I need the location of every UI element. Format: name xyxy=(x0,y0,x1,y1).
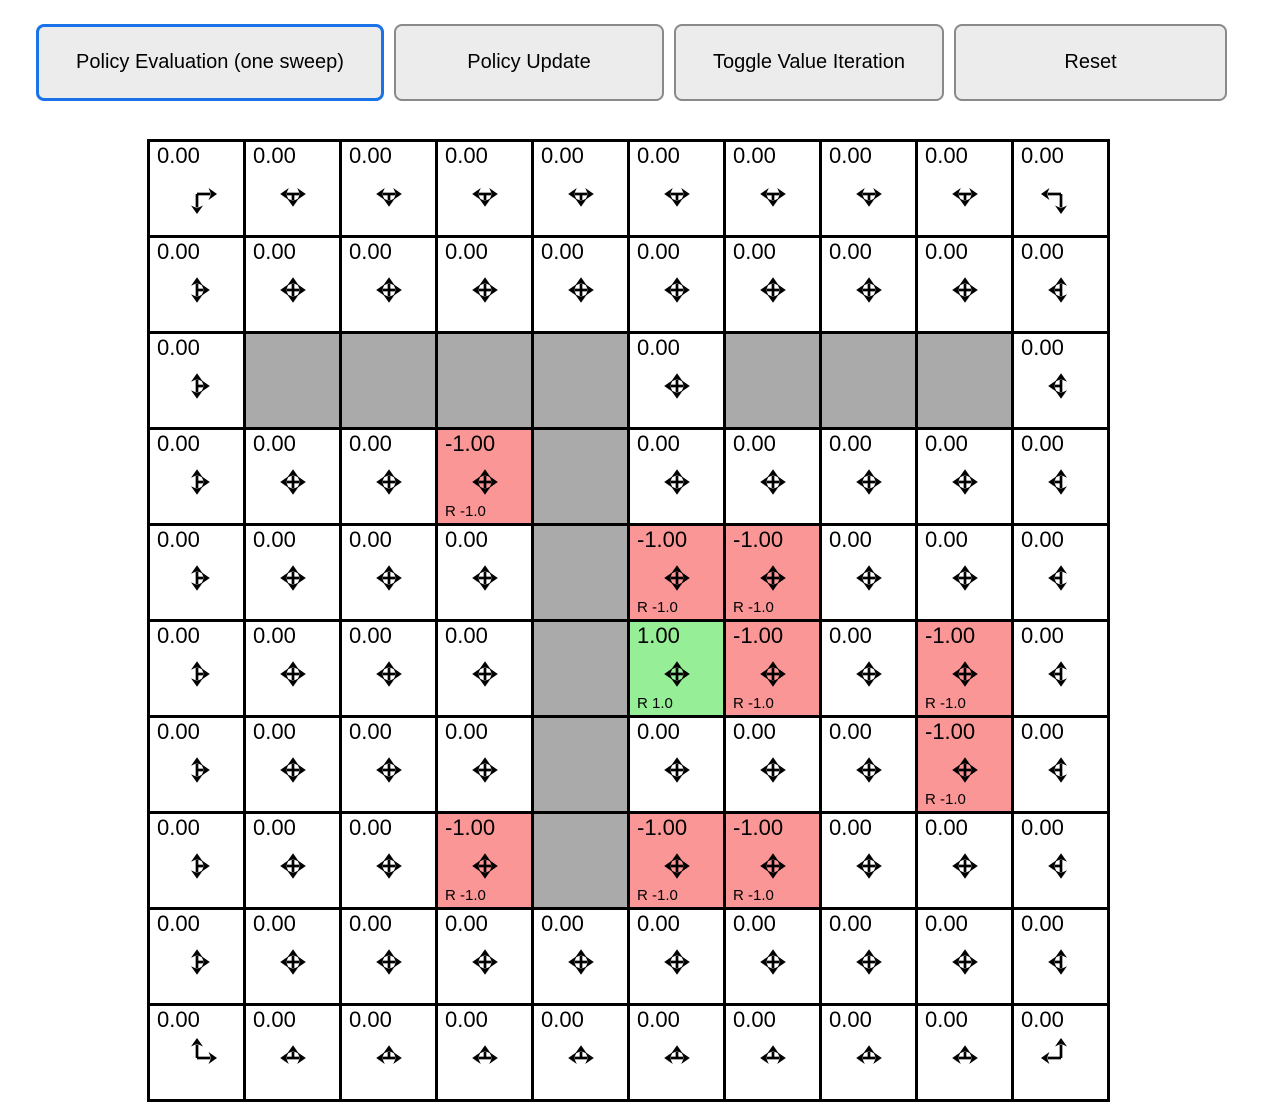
policy-arrows-icon xyxy=(463,460,507,504)
policy-arrows-icon xyxy=(367,172,411,216)
grid-cell xyxy=(822,430,915,523)
grid-cell xyxy=(918,910,1011,1003)
cell-value: 0.00 xyxy=(829,623,872,648)
grid-cell xyxy=(246,1006,339,1099)
policy-arrows-icon xyxy=(655,652,699,696)
cell-value: 0.00 xyxy=(445,623,488,648)
cell-value: 0.00 xyxy=(157,623,200,648)
cell-value: 0.00 xyxy=(253,239,296,264)
cell-value: 0.00 xyxy=(925,431,968,456)
cell-value: 0.00 xyxy=(1021,815,1064,840)
policy-arrows-icon xyxy=(655,844,699,888)
cell-value: 0.00 xyxy=(349,143,392,168)
grid-cell xyxy=(726,430,819,523)
grid-cell xyxy=(150,622,243,715)
reward-label: R -1.0 xyxy=(925,695,966,712)
cell-value: 0.00 xyxy=(829,143,872,168)
policy-arrows-icon xyxy=(751,844,795,888)
grid-cell xyxy=(726,1006,819,1099)
reward-label: R -1.0 xyxy=(637,887,678,904)
grid-cell xyxy=(726,238,819,331)
grid-cell xyxy=(918,430,1011,523)
policy-arrows-icon xyxy=(655,1036,699,1080)
grid-cell xyxy=(342,142,435,235)
grid-cell xyxy=(438,526,531,619)
cell-value: 0.00 xyxy=(1021,431,1064,456)
policy-arrows-icon xyxy=(367,844,411,888)
policy-arrows-icon xyxy=(1039,748,1083,792)
grid-cell xyxy=(918,238,1011,331)
grid-cell xyxy=(438,622,531,715)
grid-cell xyxy=(918,718,1011,811)
policy-arrows-icon xyxy=(175,844,219,888)
cell-value: 0.00 xyxy=(157,527,200,552)
grid-cell xyxy=(822,526,915,619)
cell-value: 0.00 xyxy=(349,1007,392,1032)
cell-value: 0.00 xyxy=(157,1007,200,1032)
policy-arrows-icon xyxy=(463,940,507,984)
reward-label: R -1.0 xyxy=(733,695,774,712)
wall-cell xyxy=(534,334,627,427)
cell-value: 0.00 xyxy=(637,431,680,456)
grid-cell xyxy=(438,430,531,523)
policy-arrows-icon xyxy=(463,748,507,792)
policy-arrows-icon xyxy=(751,268,795,312)
cell-value: 0.00 xyxy=(349,815,392,840)
reward-label: R -1.0 xyxy=(445,887,486,904)
cell-value: -1.00 xyxy=(445,431,496,456)
policy-arrows-icon xyxy=(847,940,891,984)
policy-arrows-icon xyxy=(847,844,891,888)
grid-cell xyxy=(726,622,819,715)
grid-cell xyxy=(630,334,723,427)
policy-arrows-icon xyxy=(943,268,987,312)
wall-cell xyxy=(726,334,819,427)
cell-value: 0.00 xyxy=(349,527,392,552)
cell-value: -1.00 xyxy=(925,623,976,648)
policy-arrows-icon xyxy=(751,1036,795,1080)
wall-cell xyxy=(822,334,915,427)
policy-arrows-icon xyxy=(175,748,219,792)
cell-value: 0.00 xyxy=(1021,911,1064,936)
grid-cell xyxy=(918,142,1011,235)
wall-cell xyxy=(438,334,531,427)
policy-arrows-icon xyxy=(751,652,795,696)
cell-value: 0.00 xyxy=(253,719,296,744)
grid-cell xyxy=(630,430,723,523)
policy-arrows-icon xyxy=(463,556,507,600)
policy-arrows-icon xyxy=(463,652,507,696)
gridworld xyxy=(147,139,1110,1102)
policy-arrows-icon xyxy=(367,556,411,600)
policy-arrows-icon xyxy=(751,460,795,504)
grid-cell xyxy=(534,1006,627,1099)
cell-value: 0.00 xyxy=(349,719,392,744)
reset-button[interactable]: Reset xyxy=(954,24,1227,101)
cell-value: 0.00 xyxy=(733,143,776,168)
wall-cell xyxy=(534,430,627,523)
cell-value: 0.00 xyxy=(637,239,680,264)
cell-value: -1.00 xyxy=(733,527,784,552)
policy-arrows-icon xyxy=(751,940,795,984)
policy-arrows-icon xyxy=(271,556,315,600)
grid-cell xyxy=(246,142,339,235)
cell-value: 0.00 xyxy=(925,911,968,936)
grid-cell xyxy=(1014,814,1107,907)
cell-value: 0.00 xyxy=(445,527,488,552)
grid-cell xyxy=(630,814,723,907)
grid-cell xyxy=(726,526,819,619)
cell-value: 0.00 xyxy=(1021,719,1064,744)
cell-value: 0.00 xyxy=(445,719,488,744)
grid-cell xyxy=(246,238,339,331)
grid-cell xyxy=(1014,526,1107,619)
cell-value: 0.00 xyxy=(829,431,872,456)
grid-cell xyxy=(150,526,243,619)
policy-arrows-icon xyxy=(175,556,219,600)
policy-arrows-icon xyxy=(367,460,411,504)
cell-value: 0.00 xyxy=(349,431,392,456)
policy-arrows-icon xyxy=(1039,940,1083,984)
grid-cell xyxy=(150,814,243,907)
grid-cell xyxy=(918,1006,1011,1099)
policy-arrows-icon xyxy=(847,556,891,600)
cell-value: 0.00 xyxy=(925,239,968,264)
cell-value: -1.00 xyxy=(445,815,496,840)
grid-cell xyxy=(342,622,435,715)
cell-value: 0.00 xyxy=(541,1007,584,1032)
cell-value: 0.00 xyxy=(253,815,296,840)
grid-cell xyxy=(438,910,531,1003)
cell-value: 0.00 xyxy=(1021,239,1064,264)
grid-cell xyxy=(342,814,435,907)
policy-arrows-icon xyxy=(367,748,411,792)
cell-value: 0.00 xyxy=(541,911,584,936)
grid-cell xyxy=(1014,910,1107,1003)
grid-cell xyxy=(438,718,531,811)
cell-value: 0.00 xyxy=(445,1007,488,1032)
policy-arrows-icon xyxy=(943,1036,987,1080)
reward-label: R -1.0 xyxy=(925,791,966,808)
grid-cell xyxy=(534,238,627,331)
policy-arrows-icon xyxy=(367,268,411,312)
reward-label: R -1.0 xyxy=(733,887,774,904)
cell-value: 0.00 xyxy=(1021,527,1064,552)
policy-arrows-icon xyxy=(1039,268,1083,312)
grid-cell xyxy=(1014,142,1107,235)
wall-cell xyxy=(342,334,435,427)
cell-value: 0.00 xyxy=(829,239,872,264)
cell-value: 0.00 xyxy=(157,815,200,840)
policy-arrows-icon xyxy=(655,460,699,504)
cell-value: 0.00 xyxy=(733,911,776,936)
policy-arrows-icon xyxy=(559,1036,603,1080)
policy-arrows-icon xyxy=(751,556,795,600)
policy-evaluation-button[interactable]: Policy Evaluation (one sweep) xyxy=(36,24,384,101)
cell-value: 0.00 xyxy=(637,1007,680,1032)
cell-value: 0.00 xyxy=(637,719,680,744)
policy-arrows-icon xyxy=(655,268,699,312)
cell-value: 0.00 xyxy=(733,239,776,264)
grid-cell xyxy=(246,622,339,715)
reward-label: R -1.0 xyxy=(445,503,486,520)
grid-cell xyxy=(1014,238,1107,331)
cell-value: 0.00 xyxy=(925,815,968,840)
policy-arrows-icon xyxy=(463,172,507,216)
grid-cell xyxy=(726,910,819,1003)
grid-cell xyxy=(630,526,723,619)
grid-cell xyxy=(630,1006,723,1099)
cell-value: -1.00 xyxy=(637,527,688,552)
policy-arrows-icon xyxy=(175,1036,219,1080)
cell-value: 0.00 xyxy=(349,623,392,648)
policy-arrows-icon xyxy=(559,940,603,984)
grid-cell xyxy=(438,142,531,235)
cell-value: 0.00 xyxy=(253,431,296,456)
grid-cell xyxy=(246,718,339,811)
policy-arrows-icon xyxy=(271,172,315,216)
policy-arrows-icon xyxy=(943,940,987,984)
grid-cell xyxy=(822,1006,915,1099)
grid-cell xyxy=(1014,334,1107,427)
grid-cell xyxy=(726,814,819,907)
cell-value: 0.00 xyxy=(349,239,392,264)
cell-value: 0.00 xyxy=(925,527,968,552)
grid-cell xyxy=(822,910,915,1003)
wall-cell xyxy=(534,718,627,811)
grid-cell xyxy=(822,142,915,235)
policy-arrows-icon xyxy=(175,172,219,216)
cell-value: 0.00 xyxy=(733,1007,776,1032)
cell-value: 0.00 xyxy=(157,335,200,360)
grid-cell xyxy=(150,430,243,523)
grid-cell xyxy=(438,238,531,331)
cell-value: 0.00 xyxy=(541,239,584,264)
cell-value: 0.00 xyxy=(253,1007,296,1032)
policy-arrows-icon xyxy=(1039,172,1083,216)
grid-cell xyxy=(822,622,915,715)
policy-arrows-icon xyxy=(655,364,699,408)
policy-arrows-icon xyxy=(367,1036,411,1080)
grid-cell xyxy=(150,142,243,235)
grid-cell xyxy=(630,718,723,811)
policy-arrows-icon xyxy=(175,460,219,504)
grid-cell xyxy=(918,814,1011,907)
reward-label: R -1.0 xyxy=(637,599,678,616)
policy-arrows-icon xyxy=(271,844,315,888)
cell-value: 1.00 xyxy=(637,623,680,648)
grid-cell xyxy=(150,1006,243,1099)
cell-value: 0.00 xyxy=(637,911,680,936)
grid-cell xyxy=(1014,622,1107,715)
cell-value: 0.00 xyxy=(733,431,776,456)
policy-update-button[interactable]: Policy Update xyxy=(394,24,664,101)
policy-arrows-icon xyxy=(175,652,219,696)
cell-value: -1.00 xyxy=(637,815,688,840)
wall-cell xyxy=(246,334,339,427)
cell-value: 0.00 xyxy=(1021,335,1064,360)
cell-value: 0.00 xyxy=(445,239,488,264)
cell-value: 0.00 xyxy=(253,527,296,552)
policy-arrows-icon xyxy=(751,748,795,792)
policy-arrows-icon xyxy=(655,940,699,984)
grid-cell xyxy=(534,910,627,1003)
grid-cell xyxy=(918,622,1011,715)
policy-arrows-icon xyxy=(943,748,987,792)
policy-arrows-icon xyxy=(463,268,507,312)
toggle-value-iteration-button[interactable]: Toggle Value Iteration xyxy=(674,24,944,101)
policy-arrows-icon xyxy=(943,652,987,696)
policy-arrows-icon xyxy=(1039,556,1083,600)
policy-arrows-icon xyxy=(943,460,987,504)
policy-arrows-icon xyxy=(463,1036,507,1080)
cell-value: 0.00 xyxy=(253,623,296,648)
grid-cell xyxy=(630,622,723,715)
policy-arrows-icon xyxy=(367,940,411,984)
grid-cell xyxy=(246,910,339,1003)
grid-cell xyxy=(342,718,435,811)
cell-value: 0.00 xyxy=(829,1007,872,1032)
grid-cell xyxy=(726,718,819,811)
grid-cell xyxy=(246,430,339,523)
grid-cell xyxy=(726,142,819,235)
cell-value: -1.00 xyxy=(925,719,976,744)
cell-value: 0.00 xyxy=(541,143,584,168)
cell-value: 0.00 xyxy=(829,815,872,840)
policy-arrows-icon xyxy=(271,460,315,504)
cell-value: 0.00 xyxy=(157,911,200,936)
policy-arrows-icon xyxy=(655,172,699,216)
cell-value: 0.00 xyxy=(925,1007,968,1032)
cell-value: 0.00 xyxy=(253,911,296,936)
policy-arrows-icon xyxy=(943,172,987,216)
grid-cell xyxy=(342,238,435,331)
policy-arrows-icon xyxy=(175,268,219,312)
cell-value: 0.00 xyxy=(733,719,776,744)
cell-value: 0.00 xyxy=(1021,143,1064,168)
policy-arrows-icon xyxy=(943,844,987,888)
grid-cell xyxy=(342,430,435,523)
policy-arrows-icon xyxy=(751,172,795,216)
policy-arrows-icon xyxy=(847,172,891,216)
grid-cell xyxy=(150,238,243,331)
policy-arrows-icon xyxy=(175,940,219,984)
grid-cell xyxy=(918,526,1011,619)
grid-cell xyxy=(822,814,915,907)
cell-value: 0.00 xyxy=(829,719,872,744)
wall-cell xyxy=(918,334,1011,427)
grid-cell xyxy=(438,814,531,907)
grid-cell xyxy=(1014,430,1107,523)
policy-arrows-icon xyxy=(655,748,699,792)
policy-arrows-icon xyxy=(271,268,315,312)
policy-arrows-icon xyxy=(1039,652,1083,696)
cell-value: 0.00 xyxy=(1021,623,1064,648)
policy-arrows-icon xyxy=(847,748,891,792)
cell-value: 0.00 xyxy=(829,911,872,936)
policy-arrows-icon xyxy=(1039,844,1083,888)
grid-cell xyxy=(534,142,627,235)
policy-arrows-icon xyxy=(367,652,411,696)
cell-value: -1.00 xyxy=(733,623,784,648)
grid-cell xyxy=(630,142,723,235)
grid-cell xyxy=(246,526,339,619)
policy-arrows-icon xyxy=(559,172,603,216)
wall-cell xyxy=(534,622,627,715)
cell-value: 0.00 xyxy=(157,431,200,456)
policy-arrows-icon xyxy=(175,364,219,408)
reward-label: R -1.0 xyxy=(733,599,774,616)
grid-cell xyxy=(630,238,723,331)
cell-value: 0.00 xyxy=(445,143,488,168)
policy-arrows-icon xyxy=(271,940,315,984)
policy-arrows-icon xyxy=(271,748,315,792)
policy-arrows-icon xyxy=(1039,460,1083,504)
wall-cell xyxy=(534,814,627,907)
policy-arrows-icon xyxy=(271,1036,315,1080)
cell-value: 0.00 xyxy=(1021,1007,1064,1032)
policy-arrows-icon xyxy=(559,268,603,312)
policy-arrows-icon xyxy=(1039,364,1083,408)
policy-arrows-icon xyxy=(847,652,891,696)
toolbar xyxy=(36,24,1264,101)
grid-cell xyxy=(1014,1006,1107,1099)
policy-arrows-icon xyxy=(655,556,699,600)
policy-arrows-icon xyxy=(1039,1036,1083,1080)
cell-value: 0.00 xyxy=(157,239,200,264)
policy-arrows-icon xyxy=(847,1036,891,1080)
grid-cell xyxy=(150,910,243,1003)
cell-value: 0.00 xyxy=(253,143,296,168)
policy-arrows-icon xyxy=(847,460,891,504)
grid-cell xyxy=(150,718,243,811)
cell-value: 0.00 xyxy=(157,143,200,168)
wall-cell xyxy=(534,526,627,619)
cell-value: 0.00 xyxy=(637,335,680,360)
policy-arrows-icon xyxy=(847,268,891,312)
grid-cell xyxy=(342,1006,435,1099)
cell-value: 0.00 xyxy=(349,911,392,936)
policy-arrows-icon xyxy=(271,652,315,696)
cell-value: 0.00 xyxy=(637,143,680,168)
grid-cell xyxy=(822,238,915,331)
grid-cell xyxy=(150,334,243,427)
grid-cell xyxy=(438,1006,531,1099)
grid-cell xyxy=(1014,718,1107,811)
cell-value: 0.00 xyxy=(925,143,968,168)
grid-cell xyxy=(822,718,915,811)
cell-value: -1.00 xyxy=(733,815,784,840)
cell-value: 0.00 xyxy=(157,719,200,744)
cell-value: 0.00 xyxy=(829,527,872,552)
policy-arrows-icon xyxy=(463,844,507,888)
cell-value: 0.00 xyxy=(445,911,488,936)
grid-cell xyxy=(342,526,435,619)
grid-cell xyxy=(342,910,435,1003)
grid-cell xyxy=(246,814,339,907)
policy-arrows-icon xyxy=(943,556,987,600)
reward-label: R 1.0 xyxy=(637,695,673,712)
grid-cell xyxy=(630,910,723,1003)
